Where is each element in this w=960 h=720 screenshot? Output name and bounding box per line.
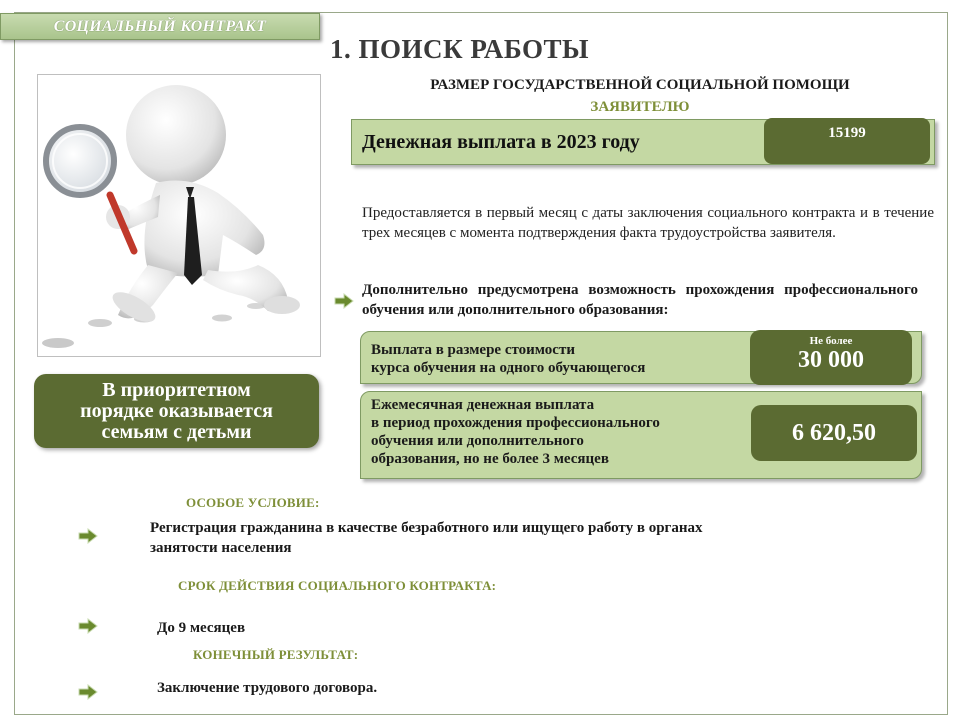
subtitle-line: РАЗМЕР ГОСУДАРСТВЕННОЙ СОЦИАЛЬНОЙ ПОМОЩИ	[430, 77, 850, 93]
pill-value: 6 620,50	[792, 419, 876, 446]
card-line: образования, но не более 3 месяцев	[371, 451, 609, 467]
payment-amount: 15199	[828, 125, 866, 141]
section-line: занятости населения	[150, 540, 292, 556]
payment-value	[764, 118, 930, 164]
section-line: Регистрация гражданина в качестве безработного или ищущего работу в органах	[150, 520, 703, 536]
card-line: курса обучения на одного обучающегося	[371, 360, 646, 376]
card-line: Ежемесячная денежная выплата	[371, 397, 595, 413]
subtitle-accent: ЗАЯВИТЕЛЮ	[590, 99, 690, 115]
section-heading-duration: СРОК ДЕЙСТВИЯ СОЦИАЛЬНОГО КОНТРАКТА:	[178, 578, 497, 593]
priority-line: В приоритетном	[102, 378, 251, 401]
priority-line: семьям с детьми	[101, 420, 252, 443]
green-arrow-right-icon	[78, 528, 98, 544]
green-arrow-right-icon	[334, 293, 354, 309]
section-text-result: Заключение трудового договора.	[157, 680, 378, 696]
pill-value: 30 000	[798, 347, 864, 373]
payment-label: Денежная выплата в 2023 году	[362, 131, 640, 153]
card-course-payment	[360, 331, 922, 384]
card-line: в период прохождения профессионального	[371, 415, 660, 431]
green-arrow-right-icon	[78, 618, 98, 634]
card-line: Выплата в размере стоимости	[371, 342, 575, 358]
priority-line: порядке оказывается	[80, 399, 273, 422]
assistance-subtitle	[350, 74, 930, 118]
card-pill	[751, 405, 917, 461]
payment-bar	[351, 119, 935, 165]
card-line: обучения или дополнительного	[371, 433, 584, 449]
section-heading-result: КОНЕЧНЫЙ РЕЗУЛЬТАТ:	[193, 647, 359, 662]
card-monthly-payment	[360, 391, 922, 479]
magnifier-figure-icon	[38, 75, 320, 356]
green-arrow-right-icon	[78, 684, 98, 700]
page-title: 1. ПОИСК РАБОТЫ	[330, 34, 590, 64]
section-heading-condition: ОСОБОЕ УСЛОВИЕ:	[186, 495, 320, 510]
pill-caption: Не более	[809, 335, 853, 347]
priority-box	[34, 374, 319, 448]
section-text-condition	[150, 518, 890, 558]
section-text-duration: До 9 месяцев	[157, 620, 246, 636]
payment-description: Предоставляется в первый месяц с даты заключения социального контракта и в течение трех месяцев с момента подтверждения факта трудоустройства заявителя.	[362, 205, 934, 241]
extra-opportunity: Дополнительно предусмотрена возможность прохождения профессионального обучения или дополнительного образования:	[362, 282, 918, 318]
section-tag: СОЦИАЛЬНЫЙ КОНТРАКТ	[0, 13, 320, 40]
card-pill	[750, 330, 912, 385]
illustration	[37, 74, 321, 357]
